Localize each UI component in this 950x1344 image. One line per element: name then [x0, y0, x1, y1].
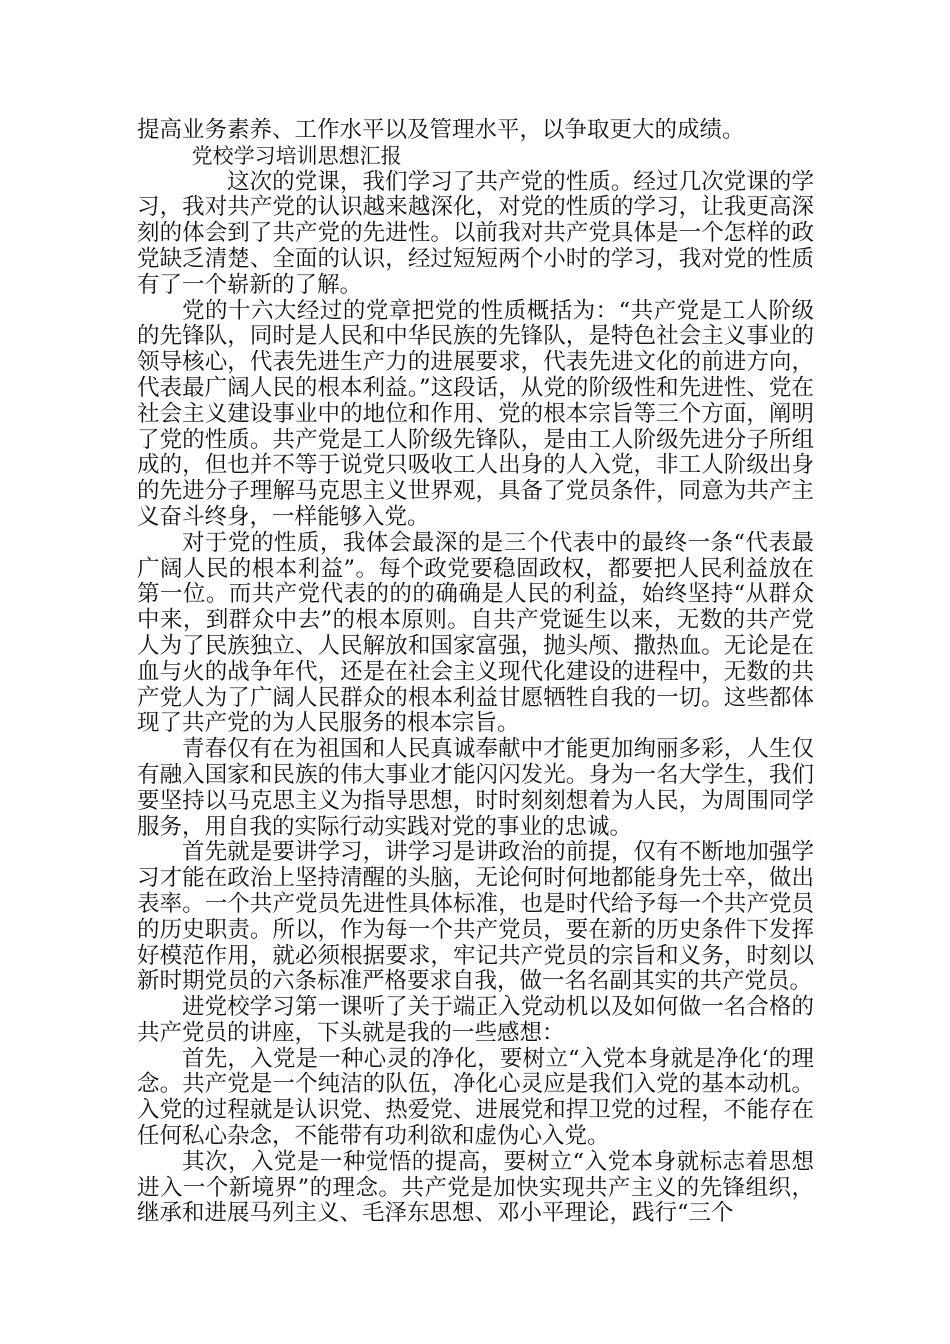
paragraph-7: 首先，入党是一种心灵的净化，要树立“入党本身就是净化‘的理念。共产党是一个纯洁的队伍，净化心灵应是我们入党的基本动机。入党的过程就是认识党、热爱党、进展党和捍卫党的过程，不能存在任何私心杂念，不能带有功利欲和虚伪心入党。 [137, 1045, 814, 1150]
paragraph-6: 进党校学习第一课听了关于端正入党动机以及如何做一名合格的共产党员的讲座，下头就是我的一些感想： [137, 994, 814, 1046]
section-title: 党校学习培训思想汇报 [191, 143, 402, 168]
paragraph-2: 党的十六大经过的党章把党的性质概括为：“共产党是工人阶级的先锋队，同时是人民和中华民族的先锋队，是特色社会主义事业的领导核心，代表先进生产力的进展要求，代表先进文化的前进方向，代表最广阔人民的根本利益。”这段话，从党的阶级性和先进性、党在社会主义建设事业中的地位和作用、党的根本宗旨等三个方面，阐明了党的性质。共产党是工人阶级先锋队，是由工人阶级先进分子所组成的，但也并不等于说党只吸收工人出身的人入党，非工人阶级出身的先进分子理解马克思主义世界观，具备了党员条件，同意为共产主义奋斗终身，一样能够入党。 [137, 297, 814, 530]
paragraph-5: 首先就是要讲学习，讲学习是讲政治的前提，仅有不断地加强学习才能在政治上坚持清醒的头脑，无论何时何地都能身先士卒，做出表率。一个共产党员先进性具体标准，也是时代给予每一个共产党员的历史职责。所以，作为每一个共产党员，要在新的历史条件下发挥好模范作用，就必须根据要求，牢记共产党员的宗旨和义务，时刻以新时期党员的六条标准严格要求自我，做一名名副其实的共产党员。 [137, 839, 814, 995]
paragraph-4: 青春仅有在为祖国和人民真诚奉献中才能更加绚丽多彩，人生仅有融入国家和民族的伟大事业才能闪闪发光。身为一名大学生，我们要坚持以马克思主义为指导思想，时时刻刻想着为人民，为周围同学服务，用自我的实际行动实践对党的事业的忠诚。 [137, 736, 814, 840]
document-body [137, 118, 814, 1227]
paragraph-8: 其次，入党是一种觉悟的提高，要树立“入党本身就标志着思想进入一个新境界”的理念。共产党是加快实现共产主义的先锋组织，继承和进展马列主义、毛泽东思想、邓小平理论，践行“三个 [137, 1148, 814, 1227]
paragraph-1: 这次的党课，我们学习了共产党的性质。经过几次党课的学习，我对共产党的认识越来越深化，对党的性质的学习，让我更高深刻的体会到了共产党的先进性。以前我对共产党具体是一个怎样的政党缺乏清楚、全面的认识，经过短短两个小时的学习，我对党的性质有了一个崭新的了解。 [137, 168, 814, 298]
paragraph-3: 对于党的性质，我体会最深的是三个代表中的最终一条“代表最广阔人民的根本利益”。每个政党要稳固政权，都要把人民利益放在第一位。而共产党代表的的的确确是人民的利益，始终坚持“从群众中来，到群众中去”的根本原则。自共产党诞生以来，无数的共产党人为了民族独立、人民解放和国家富强，抛头颅、撒热血。无论是在血与火的战争年代，还是在社会主义现代化建设的进程中，无数的共产党人为了广阔人民群众的根本利益甘愿牺牲自我的一切。这些都体现了共产党的为人民服务的根本宗旨。 [137, 529, 814, 737]
paragraph-intro-continuation: 提高业务素养、工作水平以及管理水平，以争取更大的成绩。 [137, 117, 745, 143]
